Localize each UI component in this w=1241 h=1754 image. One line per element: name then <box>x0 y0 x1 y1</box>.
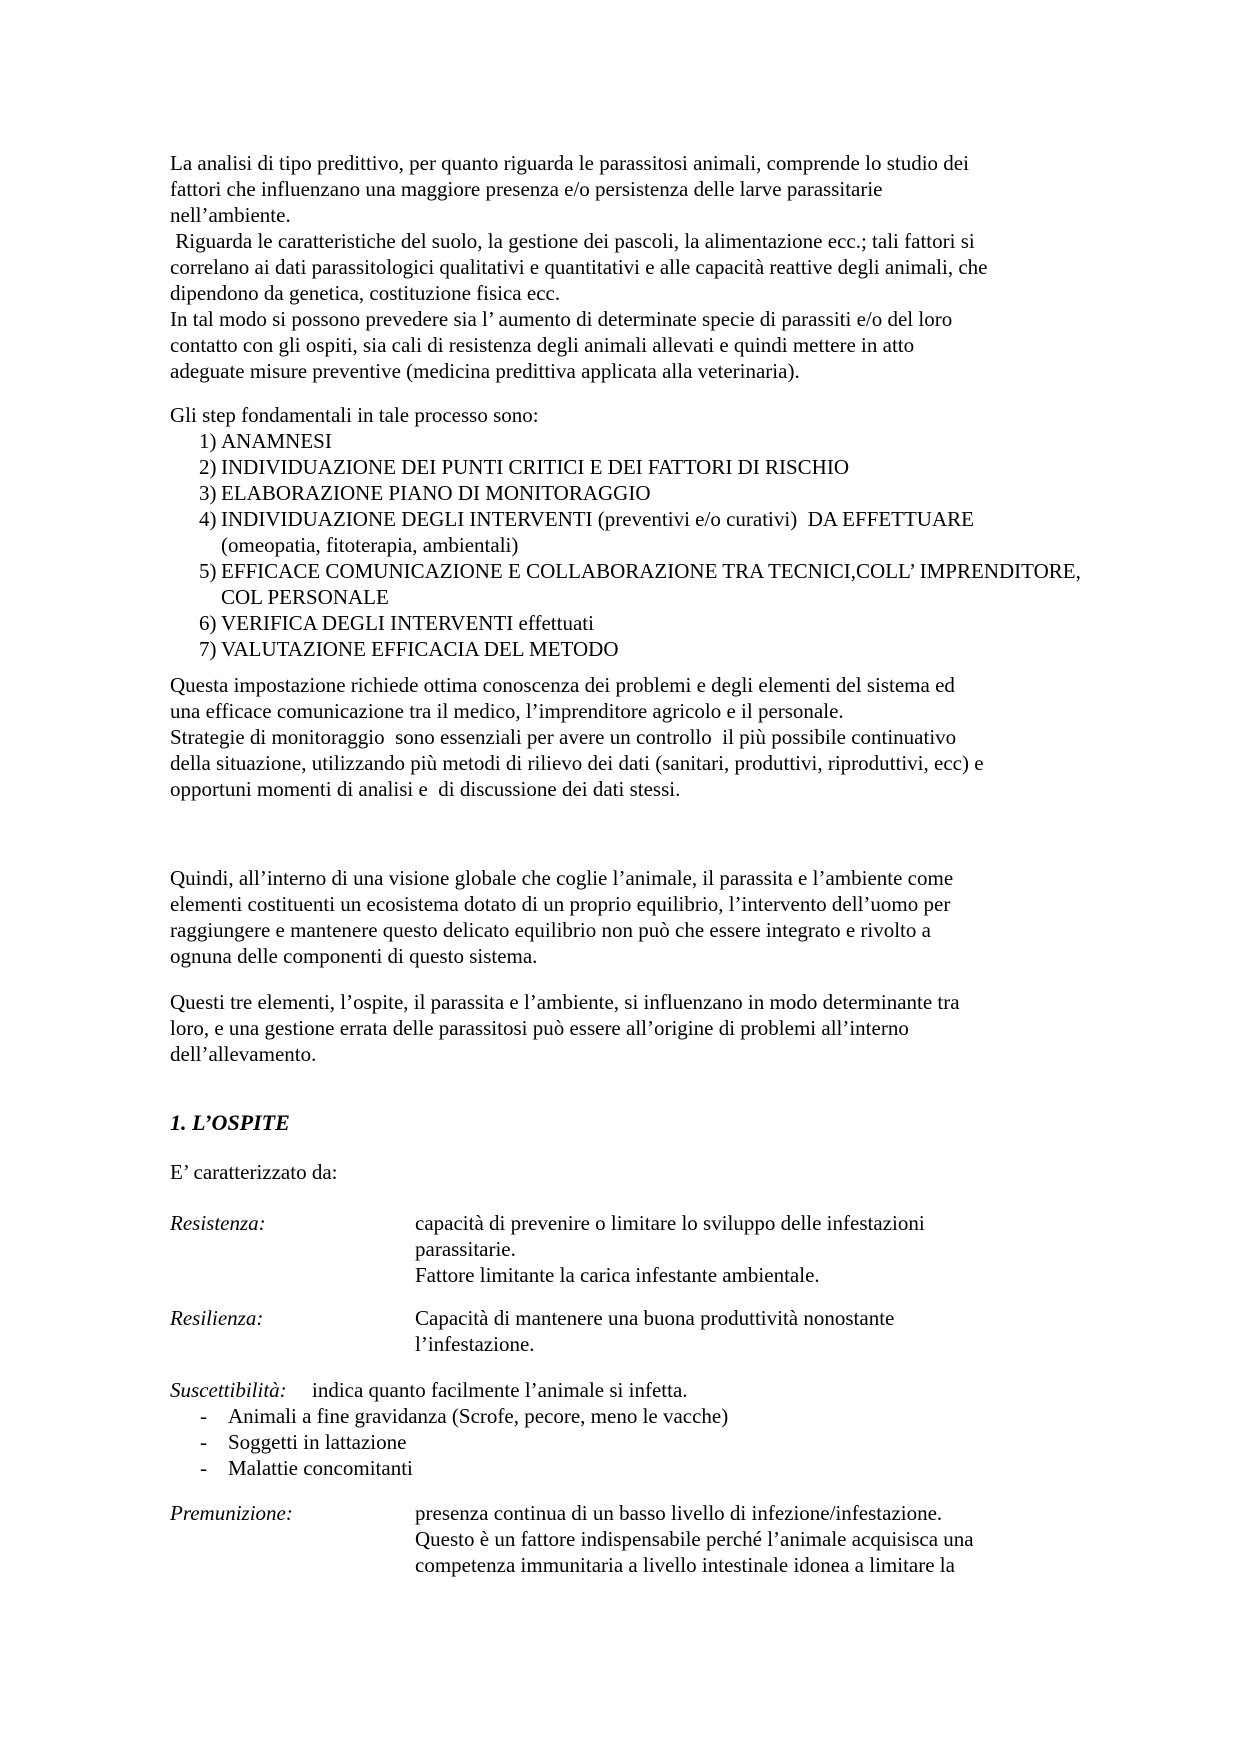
analysis-text-line: una efficace comunicazione tra il medico, l’imprenditore agricolo e il personale. <box>170 699 844 723</box>
definition-line: Capacità di mantenere una buona produttività nonostante <box>415 1306 895 1330</box>
dash-marker: - <box>200 1430 207 1454</box>
vision-text-line: ognuna delle componenti di questo sistema. <box>170 944 538 968</box>
step-number: 6) <box>199 611 217 635</box>
spacer <box>170 1357 171 1377</box>
analysis-paragraphs <box>170 672 1091 802</box>
vision-text-line: raggiungere e mantenere questo delicato equilibrio non può che essere integrato e rivolto a <box>170 918 931 942</box>
step-number: 3) <box>199 481 217 505</box>
susceptibility-bullet-list <box>170 1403 1091 1481</box>
definition-resistenza <box>170 1210 1091 1288</box>
step-item-6 <box>199 610 1091 636</box>
step-text <box>221 558 1081 610</box>
bullet-text: Soggetti in lattazione <box>228 1430 407 1454</box>
step-line: COL PERSONALE <box>221 585 389 609</box>
definition-description <box>415 1500 974 1578</box>
dash-marker: - <box>200 1404 207 1428</box>
definition-line: Questo è un fattore indispensabile perché l’animale acquisisca una <box>415 1527 974 1551</box>
intro-text-line: In tal modo si possono prevedere sia l’ aumento di determinate specie di parassiti e/o del loro <box>170 307 953 331</box>
step-item-1 <box>199 428 1091 454</box>
analysis-text-line: della situazione, utilizzando più metodi di rilievo dei dati (sanitari, produttivi, riproduttivi, ecc) e <box>170 751 984 775</box>
definition-line: Fattore limitante la carica infestante ambientale. <box>415 1263 820 1287</box>
step-text <box>221 454 849 480</box>
section-1-heading: 1. L’OSPITE <box>170 1110 290 1135</box>
definition-term-suscettibilita: Suscettibilità: <box>170 1378 287 1402</box>
step-line: (omeopatia, fitoterapia, ambientali) <box>221 533 519 557</box>
step-text <box>221 610 594 636</box>
step-number: 4) <box>199 507 217 531</box>
step-item-5 <box>199 558 1091 610</box>
spacer <box>170 1185 171 1210</box>
bullet-item <box>200 1403 1091 1429</box>
intro-text-line: adeguate misure preventive (medicina predittiva applicata alla veterinaria). <box>170 359 800 383</box>
bullet-text: Animali a fine gravidanza (Scrofe, pecore, meno le vacche) <box>228 1404 729 1428</box>
elements-text-line: Questi tre elementi, l’ospite, il parassita e l’ambiente, si influenzano in modo determinante tra <box>170 990 960 1014</box>
step-item-7 <box>199 636 1091 662</box>
step-text <box>221 506 974 558</box>
elements-paragraph <box>170 989 1091 1067</box>
definition-line: competenza immunitaria a livello intestinale idonea a limitare la <box>415 1553 955 1577</box>
step-text <box>221 428 332 454</box>
step-line: ELABORAZIONE PIANO DI MONITORAGGIO <box>221 481 651 505</box>
definition-line: parassitarie. <box>415 1237 516 1261</box>
intro-text-line: La analisi di tipo predittivo, per quanto riguarda le parassitosi animali, comprende lo studio dei <box>170 151 969 175</box>
spacer <box>170 384 171 402</box>
step-item-2 <box>199 454 1091 480</box>
definition-suscettibilita <box>170 1377 1091 1403</box>
vision-paragraph <box>170 865 1091 969</box>
intro-paragraphs <box>170 150 1091 384</box>
definition-premunizione <box>170 1500 1091 1578</box>
step-item-4 <box>199 506 1091 558</box>
step-text <box>221 480 651 506</box>
definition-line: presenza continua di un basso livello di infezione/infestazione. <box>415 1501 943 1525</box>
spacer <box>170 662 171 672</box>
elements-text-line: loro, e una gestione errata delle parassitosi può essere all’origine di problemi all’interno <box>170 1016 909 1040</box>
spacer <box>170 969 171 989</box>
definition-line: capacità di prevenire o limitare lo sviluppo delle infestazioni <box>415 1211 925 1235</box>
bullet-item <box>200 1455 1091 1481</box>
steps-list <box>170 428 1091 662</box>
intro-text-line: nell’ambiente. <box>170 203 291 227</box>
bullet-text: Malattie concomitanti <box>228 1456 413 1480</box>
dash-marker: - <box>200 1456 207 1480</box>
step-item-3 <box>199 480 1091 506</box>
spacer <box>170 802 171 865</box>
analysis-text-line: Questa impostazione richiede ottima conoscenza dei problemi e degli elementi del sistema ed <box>170 673 955 697</box>
intro-text-line: fattori che influenzano una maggiore presenza e/o persistenza delle larve parassitarie <box>170 177 883 201</box>
intro-text-line: correlano ai dati parassitologici qualitativi e quantitativi e alle capacità reattive degli animali, che <box>170 255 988 279</box>
section-1-lead: E’ caratterizzato da: <box>170 1160 338 1184</box>
step-text <box>221 636 619 662</box>
elements-text-line: dell’allevamento. <box>170 1042 317 1066</box>
intro-text-line: dipendono da genetica, costituzione fisica ecc. <box>170 281 561 305</box>
step-line: VERIFICA DEGLI INTERVENTI effettuati <box>221 611 594 635</box>
analysis-text-line: Strategie di monitoraggio sono essenziali per avere un controllo il più possibile continuativo <box>170 725 957 749</box>
definition-term-resistenza: Resistenza: <box>170 1211 266 1235</box>
step-number: 5) <box>199 559 217 583</box>
spacer <box>170 1067 171 1110</box>
definition-term-resilienza: Resilienza: <box>170 1306 264 1330</box>
definition-resilienza <box>170 1305 1091 1357</box>
vision-text-line: elementi costituenti un ecosistema dotato di un proprio equilibrio, l’intervento dell’uomo per <box>170 892 951 916</box>
vision-text-line: Quindi, all’interno di una visione globale che coglie l’animale, il parassita e l’ambiente come <box>170 866 954 890</box>
definition-line: l’infestazione. <box>415 1332 535 1356</box>
step-number: 2) <box>199 455 217 479</box>
definition-description <box>415 1210 925 1288</box>
bullet-item <box>200 1429 1091 1455</box>
step-line: INDIVIDUAZIONE DEGLI INTERVENTI (preventivi e/o curativi) DA EFFETTUARE <box>221 507 974 531</box>
step-number: 7) <box>199 637 217 661</box>
definition-description <box>415 1305 894 1357</box>
analysis-text-line: opportuni momenti di analisi e di discussione dei dati stessi. <box>170 777 681 801</box>
step-number: 1) <box>199 429 217 453</box>
spacer <box>170 1481 171 1500</box>
steps-heading: Gli step fondamentali in tale processo sono: <box>170 403 539 427</box>
definition-inline-text: indica quanto facilmente l’animale si infetta. <box>312 1378 688 1402</box>
spacer <box>170 1288 171 1305</box>
step-line: ANAMNESI <box>221 429 332 453</box>
intro-text-line: contatto con gli ospiti, sia cali di resistenza degli animali allevati e quindi mettere in atto <box>170 333 915 357</box>
spacer <box>170 1136 171 1159</box>
step-line: EFFICACE COMUNICAZIONE E COLLABORAZIONE TRA TECNICI,COLL’ IMPRENDITORE, <box>221 559 1081 583</box>
intro-text-line: Riguarda le caratteristiche del suolo, la gestione dei pascoli, la alimentazione ecc.; tali fattori si <box>170 229 975 253</box>
step-line: INDIVIDUAZIONE DEI PUNTI CRITICI E DEI FATTORI DI RISCHIO <box>221 455 849 479</box>
definition-term-premunizione: Premunizione: <box>170 1501 293 1525</box>
step-line: VALUTAZIONE EFFICACIA DEL METODO <box>221 637 619 661</box>
